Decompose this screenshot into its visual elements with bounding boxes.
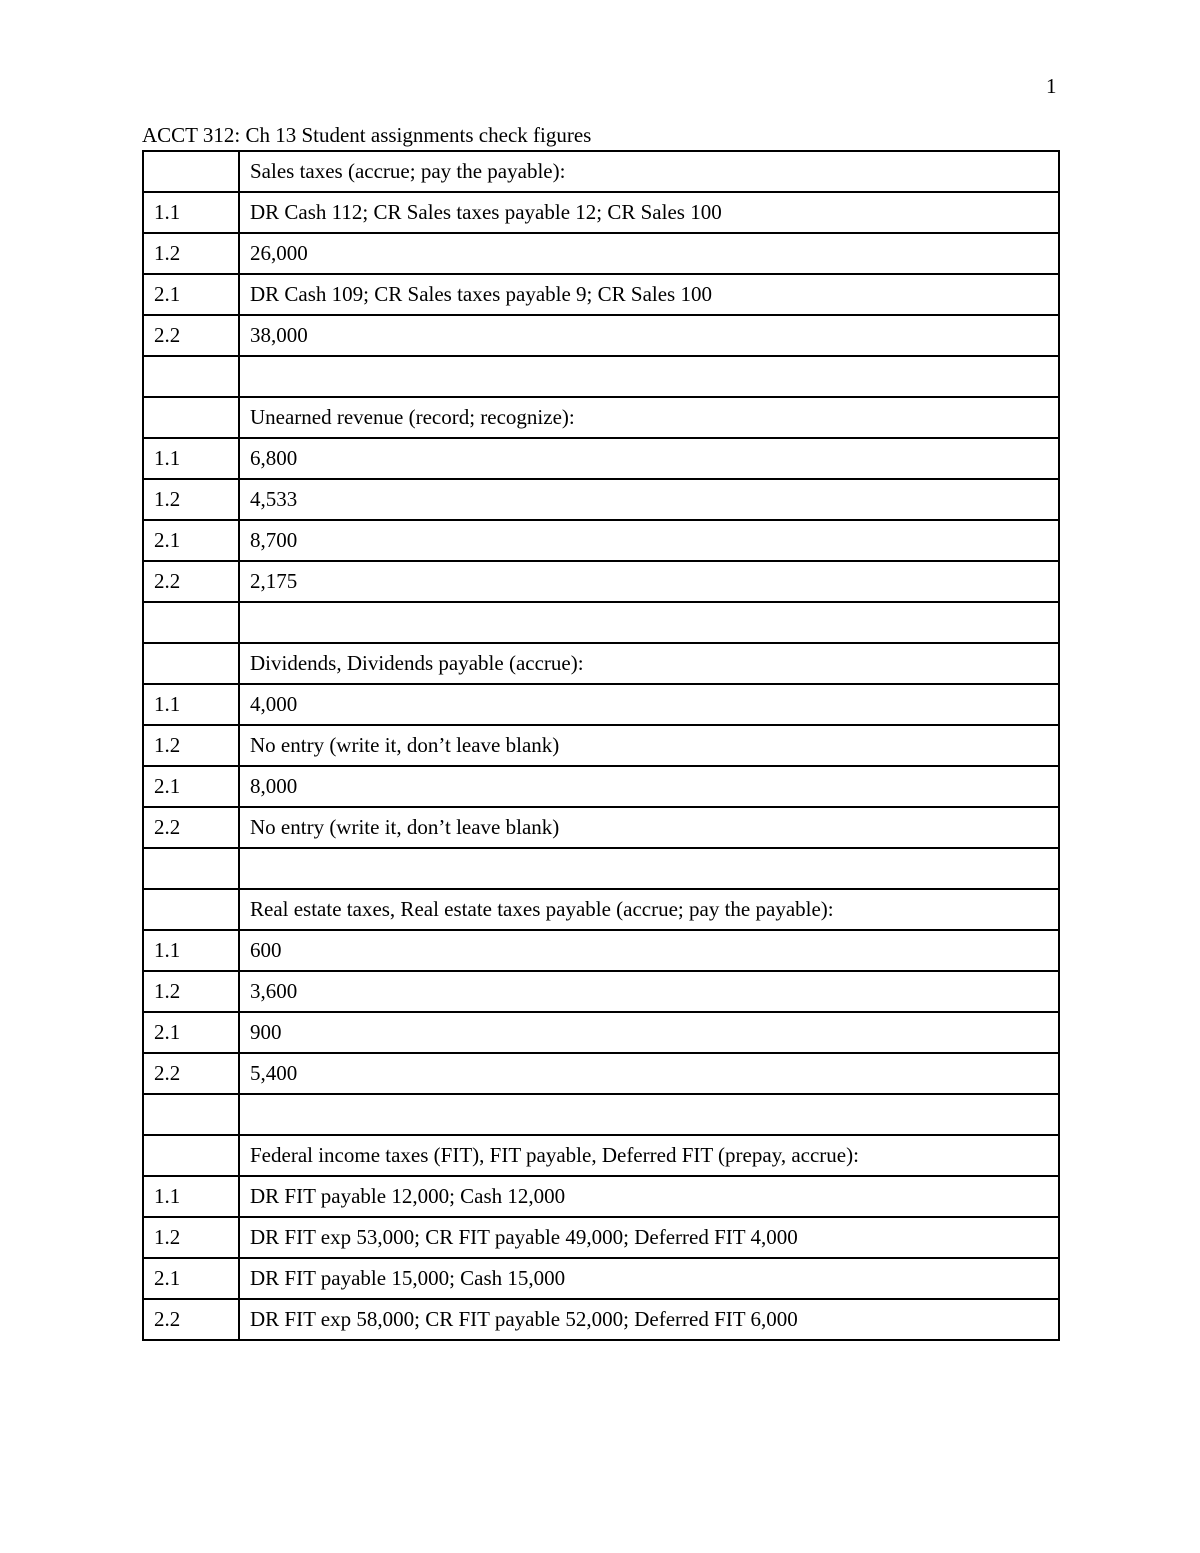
row-number-cell [143,848,239,889]
table-row [143,848,1059,889]
table-row [143,1135,1059,1176]
document-title: ACCT 312: Ch 13 Student assignments check figures [142,123,592,147]
row-answer-cell: Real estate taxes, Real estate taxes payable (accrue; pay the payable): [239,889,1059,930]
table-row [143,1299,1059,1340]
row-answer-cell: DR Cash 109; CR Sales taxes payable 9; CR Sales 100 [239,274,1059,315]
row-number-cell: 1.1 [143,438,239,479]
table-row [143,971,1059,1012]
table-row [143,602,1059,643]
row-number-cell: 1.1 [143,684,239,725]
table-row [143,1053,1059,1094]
row-number-cell [143,602,239,643]
row-answer-cell [239,356,1059,397]
row-number-cell: 2.1 [143,766,239,807]
table-row [143,479,1059,520]
table-row [143,930,1059,971]
table-row [143,1258,1059,1299]
row-answer-cell: 26,000 [239,233,1059,274]
table-row [143,397,1059,438]
table-row [143,1176,1059,1217]
table-row [143,520,1059,561]
row-number-cell: 1.2 [143,233,239,274]
row-number-cell: 2.2 [143,1299,239,1340]
check-figures-table-body [143,151,1059,1340]
table-row [143,807,1059,848]
table-row [143,192,1059,233]
row-answer-cell: Federal income taxes (FIT), FIT payable, Deferred FIT (prepay, accrue): [239,1135,1059,1176]
row-answer-cell: 900 [239,1012,1059,1053]
row-answer-cell: DR FIT exp 53,000; CR FIT payable 49,000; Deferred FIT 4,000 [239,1217,1059,1258]
row-answer-cell: 38,000 [239,315,1059,356]
row-number-cell: 1.2 [143,725,239,766]
row-answer-cell: DR FIT payable 12,000; Cash 12,000 [239,1176,1059,1217]
row-number-cell: 1.2 [143,1217,239,1258]
row-answer-cell: 8,000 [239,766,1059,807]
row-answer-cell: 8,700 [239,520,1059,561]
row-answer-cell: 4,533 [239,479,1059,520]
table-row [143,438,1059,479]
row-answer-cell [239,1094,1059,1135]
row-number-cell [143,1094,239,1135]
row-answer-cell: DR FIT exp 58,000; CR FIT payable 52,000; Deferred FIT 6,000 [239,1299,1059,1340]
row-answer-cell: DR FIT payable 15,000; Cash 15,000 [239,1258,1059,1299]
table-row [143,356,1059,397]
table-row [143,725,1059,766]
row-answer-cell: 600 [239,930,1059,971]
page-number: 1 [1046,74,1057,98]
row-answer-cell: 5,400 [239,1053,1059,1094]
row-answer-cell: 2,175 [239,561,1059,602]
row-answer-cell: 3,600 [239,971,1059,1012]
row-answer-cell: No entry (write it, don’t leave blank) [239,807,1059,848]
table-row [143,1217,1059,1258]
row-number-cell: 2.1 [143,274,239,315]
row-number-cell [143,889,239,930]
row-answer-cell: DR Cash 112; CR Sales taxes payable 12; CR Sales 100 [239,192,1059,233]
row-number-cell: 1.1 [143,1176,239,1217]
row-number-cell [143,1135,239,1176]
row-number-cell: 2.1 [143,520,239,561]
row-answer-cell [239,848,1059,889]
row-number-cell: 1.2 [143,971,239,1012]
row-number-cell: 1.2 [143,479,239,520]
row-number-cell: 2.2 [143,315,239,356]
table-row [143,274,1059,315]
row-number-cell: 2.2 [143,561,239,602]
row-number-cell: 2.1 [143,1012,239,1053]
table-row [143,151,1059,192]
table-row [143,561,1059,602]
row-answer-cell: 6,800 [239,438,1059,479]
row-answer-cell: Sales taxes (accrue; pay the payable): [239,151,1059,192]
table-row [143,766,1059,807]
row-number-cell: 1.1 [143,192,239,233]
table-row [143,315,1059,356]
table-row [143,643,1059,684]
table-row [143,1012,1059,1053]
check-figures-table [142,150,1060,1341]
table-row [143,1094,1059,1135]
row-answer-cell: Dividends, Dividends payable (accrue): [239,643,1059,684]
row-number-cell [143,643,239,684]
row-number-cell [143,397,239,438]
row-answer-cell: 4,000 [239,684,1059,725]
row-answer-cell: No entry (write it, don’t leave blank) [239,725,1059,766]
row-number-cell [143,356,239,397]
table-row [143,889,1059,930]
table-row [143,684,1059,725]
row-number-cell: 2.2 [143,1053,239,1094]
row-number-cell: 2.1 [143,1258,239,1299]
row-number-cell: 1.1 [143,930,239,971]
row-number-cell: 2.2 [143,807,239,848]
row-number-cell [143,151,239,192]
row-answer-cell [239,602,1059,643]
table-row [143,233,1059,274]
row-answer-cell: Unearned revenue (record; recognize): [239,397,1059,438]
